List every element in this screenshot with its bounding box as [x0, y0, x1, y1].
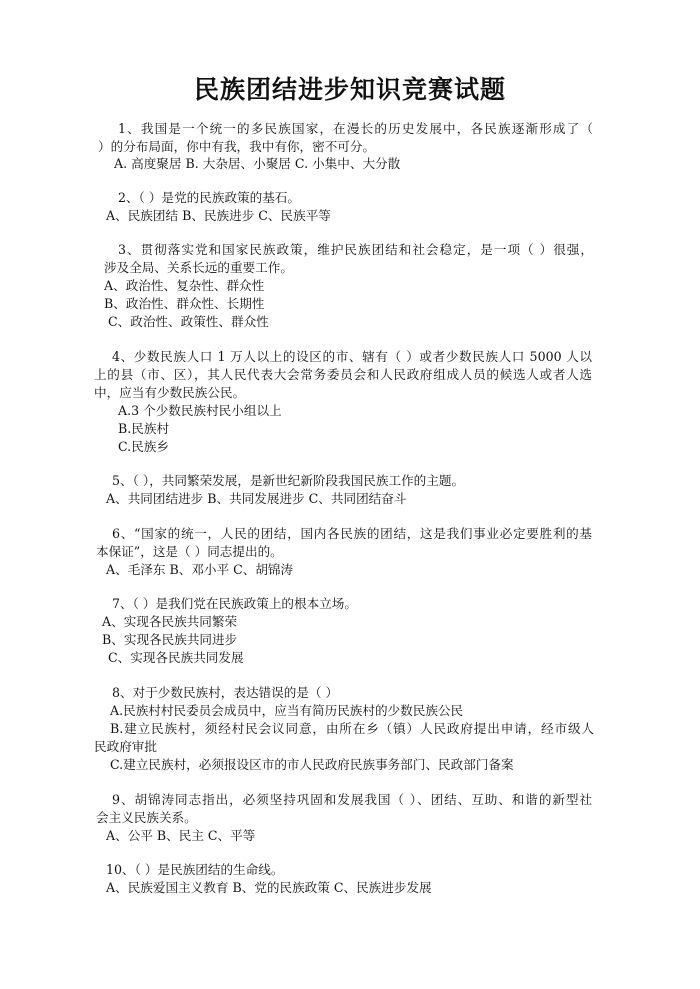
question-10-option: A、民族爱国主义教育 B、党的民族政策 C、民族进步发展	[106, 880, 432, 895]
page-title: 民族团结进步知识竞赛试题	[193, 75, 506, 104]
question-10-line-1: 10、（ ）是民族团结的生命线。	[106, 862, 284, 877]
question-9-line-2: 会主义民族关系。	[96, 810, 197, 825]
question-4-line-3: 中，应当有少数民族公民。	[94, 385, 246, 400]
question-4-option-b: B.民族村	[118, 421, 170, 436]
question-2-option: A、民族团结 B、民族进步 C、民族平等	[106, 208, 331, 223]
question-3-line-1: 3、贯彻落实党和国家民族政策，维护民族团结和社会稳定，是一项（ ）很强，	[118, 242, 593, 257]
question-8-option-c: C.建立民族村，必须报设区市的市人民政府民族事务部门、民政部门备案	[110, 757, 514, 772]
question-4-option-c: C.民族乡	[118, 439, 169, 454]
question-9-option: A、公平 B、民主 C、平等	[106, 828, 256, 843]
question-3-option-a: A、政治性、复杂性、群众性	[104, 278, 265, 293]
question-7-option-c: C、实现各民族共同发展	[108, 650, 244, 665]
question-6-option: A、毛泽东 B、邓小平 C、胡锦涛	[106, 562, 294, 577]
question-1-line-2: ）的分布局面，你中有我，我中有你，密不可分。	[98, 139, 376, 154]
question-3-option-c: C、政治性、政策性、群众性	[108, 314, 269, 329]
question-3-line-2: 涉及全局、关系长远的重要工作。	[104, 260, 293, 275]
question-5-option: A、共同团结进步 B、共同发展进步 C、共同团结奋斗	[106, 491, 407, 506]
question-8-option-b-line-1: B.建立民族村，须经村民会议同意，由所在乡（镇）人民政府提出申请，经市级人	[110, 721, 594, 736]
question-5-line-1: 5、（ ），共同繁荣发展，是新世纪新阶段我国民族工作的主题。	[112, 473, 465, 488]
question-8-option-b-line-2: 民政府审批	[94, 739, 157, 754]
question-8-option-a: A.民族村村民委员会成员中，应当有简历民族村的少数民族公民	[110, 703, 464, 718]
question-7-option-a: A、实现各民族共同繁荣	[102, 614, 238, 629]
question-7-option-b: B、实现各民族共同进步	[102, 632, 238, 647]
question-1-option: A. 高度聚居 B. 大杂居、小聚居 C. 小集中、大分散	[114, 156, 401, 171]
question-4-line-1: 4、少数民族人口 1 万人以上的设区的市、辖有（ ）或者少数民族人口 5000 人以	[112, 349, 592, 364]
question-4-option-a: A.3 个少数民族村民小组以上	[118, 403, 282, 418]
question-2-line-1: 2、（ ）是党的民族政策的基石。	[118, 190, 301, 205]
question-8-line-1: 8、对于少数民族村，表达错误的是（ ）	[112, 685, 339, 700]
question-1-line-1: 1、我国是一个统一的多民族国家，在漫长的历史发展中，各民族逐渐形成了（	[118, 121, 593, 136]
question-4-line-2: 上的县（市、区），其人民代表大会常务委员会和人民政府组成人员的候选人或者人选	[94, 367, 592, 382]
question-6-line-1: 6、“国家的统一，人民的团结，国内各民族的团结，这是我们事业必定要胜利的基	[112, 526, 592, 541]
question-9-line-1: 9、胡锦涛同志指出，必须坚持巩固和发展我国（ ）、团结、互助、和谐的新型社	[112, 792, 592, 807]
question-7-line-1: 7、（ ）是我们党在民族政策上的根本立场。	[112, 596, 357, 611]
question-3-option-b: B、政治性、群众性、长期性	[104, 296, 265, 311]
question-6-line-2: 本保证”，这是（ ）同志提出的。	[96, 544, 283, 559]
